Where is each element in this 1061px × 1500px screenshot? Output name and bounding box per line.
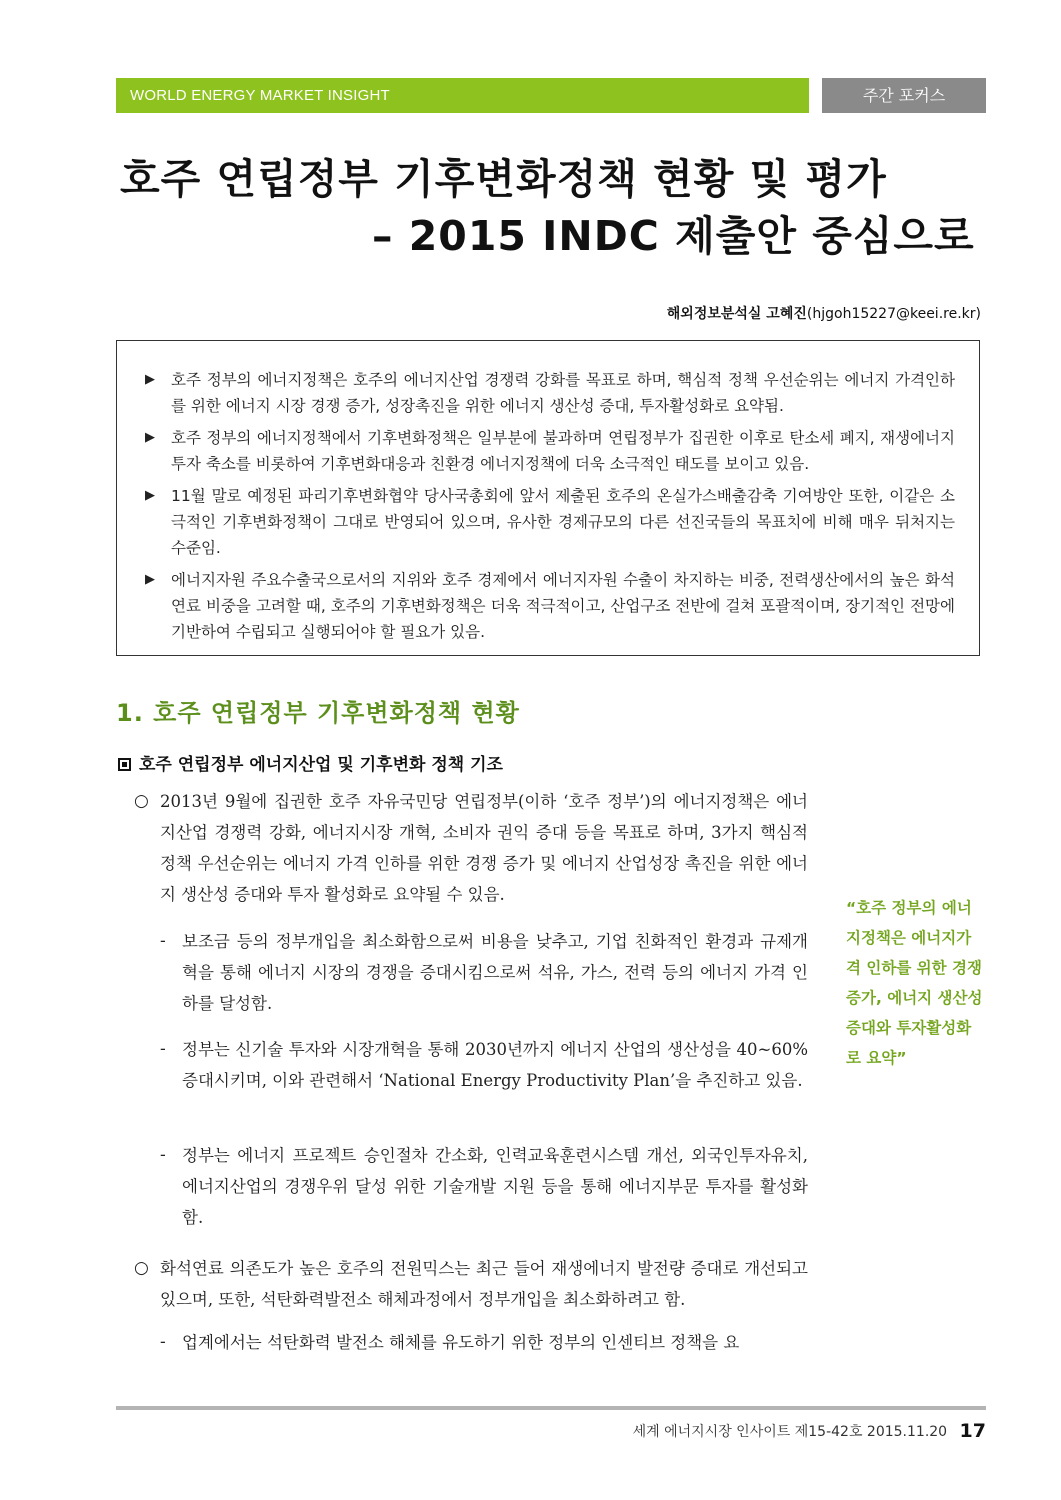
header-bar xyxy=(116,78,809,113)
summary-box xyxy=(116,340,980,656)
summary-item xyxy=(145,483,955,561)
triangle-bullet-icon: ▶ xyxy=(145,430,155,445)
summary-text: 호주 정부의 에너지정책은 호주의 에너지산업 경쟁력 강화를 목표로 하며, 핵심적 정책 우선순위는 에너지 가격인하를 위한 에너지 시장 경쟁 증가, 성장촉진을 위한 에너지 생산성 증대, 투자활성화로 요약됨. xyxy=(171,371,955,415)
triangle-bullet-icon: ▶ xyxy=(145,488,155,503)
body-paragraph: 화석연료 의존도가 높은 호주의 전원믹스는 최근 들어 재생에너지 발전량 증대로 개선되고 있으며, 또한, 석탄화력발전소 해체과정에서 정부개입을 최소화하려고 함. xyxy=(160,1259,808,1309)
body-paragraph: 2013년 9월에 집권한 호주 자유국민당 연립정부(이하 ‘호주 정부’)의 에너지정책은 에너지산업 경쟁력 강화, 에너지시장 개혁, 소비자 권익 증대 등을 목표로 하며, 3가지 핵심적 정책 우선순위는 에너지 가격 인하를 위한 경쟁 증가 및 에너지 산업성장 촉진을 위한 에너지 생산성 증대와 투자 활성화로 요약될 수 있음. xyxy=(160,792,808,904)
dash-bullet-icon: - xyxy=(160,1332,166,1352)
summary-text: 에너지자원 주요수출국으로서의 지위와 호주 경제에서 에너지자원 수출이 차지하는 비중, 전력생산에서의 높은 화석연료 비중을 고려할 때, 호주의 기후변화정책은 더욱 적극적이고, 산업구조 전반에 걸쳐 포괄적이며, 장기적인 전망에 기반하여 수립되고 실행되어야 할 필요가 있음. xyxy=(171,571,955,641)
dash-bullet-icon: - xyxy=(160,931,166,951)
summary-item xyxy=(145,367,955,419)
footer-date: 2015.11.20 xyxy=(866,1424,948,1440)
body-subitem: 보조금 등의 정부개입을 최소화함으로써 비용을 낮추고, 기업 친화적인 환경과 규제개혁을 통해 에너지 시장의 경쟁을 증대시킴으로써 석유, 가스, 전력 등의 에너지 가격 인하를 달성함. xyxy=(182,932,808,1013)
subheading-text: 호주 연립정부 에너지산업 및 기후변화 정책 기조 xyxy=(139,755,503,775)
author-line xyxy=(667,303,981,323)
summary-text: 11월 말로 예정된 파리기후변화협약 당사국총회에 앞서 제출된 호주의 온실가스배출감축 기여방안 또한, 이같은 소극적인 기후변화정책이 그대로 반영되어 있으며, 유사한 경제규모의 다른 선진국들의 목표치에 비해 매우 뒤처지는 수준임. xyxy=(171,487,955,557)
author-email: (hjgoh15227@keei.re.kr) xyxy=(806,306,981,322)
triangle-bullet-icon: ▶ xyxy=(145,372,155,387)
article-subtitle: – 2015 INDC 제출안 중심으로 xyxy=(372,212,975,260)
triangle-bullet-icon: ▶ xyxy=(145,572,155,587)
square-bullet-icon xyxy=(118,758,131,771)
header-section-label: 주간 포커스 xyxy=(822,78,986,113)
summary-item xyxy=(145,567,955,645)
summary-item xyxy=(145,425,955,477)
circle-bullet-icon: ○ xyxy=(134,791,149,811)
footer-publication: 세계 에너지시장 인사이트 xyxy=(632,1424,791,1440)
article-title: 호주 연립정부 기후변화정책 현황 및 평가 xyxy=(120,155,887,203)
subheading xyxy=(118,750,503,775)
pull-quote: “호주 정부의 에너지정책은 에너지가격 인하를 위한 경쟁증가, 에너지 생산성 증대와 투자활성화로 요약” xyxy=(846,899,983,1067)
dash-bullet-icon: - xyxy=(160,1039,166,1059)
header-series-label: WORLD ENERGY MARKET INSIGHT xyxy=(130,87,390,104)
footer-divider xyxy=(116,1406,986,1410)
body-subitem: 업계에서는 석탄화력 발전소 해체를 유도하기 위한 정부의 인센티브 정책을 요 xyxy=(182,1333,740,1352)
footer xyxy=(633,1420,986,1442)
section-title: 1. 호주 연립정부 기후변화정책 현황 xyxy=(116,699,520,727)
author-name: 해외정보분석실 고혜진 xyxy=(666,306,807,322)
body-subitem: 정부는 신기술 투자와 시장개혁을 통해 2030년까지 에너지 산업의 생산성을 40~60% 증대시키며, 이와 관련해서 ‘National Energy Productivity Plan’을 추진하고 있음. xyxy=(182,1040,808,1090)
summary-text: 호주 정부의 에너지정책에서 기후변화정책은 일부분에 불과하며 연립정부가 집권한 이후로 탄소세 폐지, 재생에너지 투자 축소를 비롯하여 기후변화대응과 친환경 에너지정책에 더욱 소극적인 태도를 보이고 있음. xyxy=(171,429,955,473)
footer-issue: 제15-42호 xyxy=(794,1424,863,1440)
page-number: 17 xyxy=(959,1420,986,1442)
body-subitem: 정부는 에너지 프로젝트 승인절차 간소화, 인력교육훈련시스템 개선, 외국인투자유치, 에너지산업의 경쟁우위 달성 위한 기술개발 지원 등을 통해 에너지부문 투자를 활성화함. xyxy=(182,1146,808,1227)
dash-bullet-icon: - xyxy=(160,1145,166,1165)
circle-bullet-icon: ○ xyxy=(134,1258,149,1278)
